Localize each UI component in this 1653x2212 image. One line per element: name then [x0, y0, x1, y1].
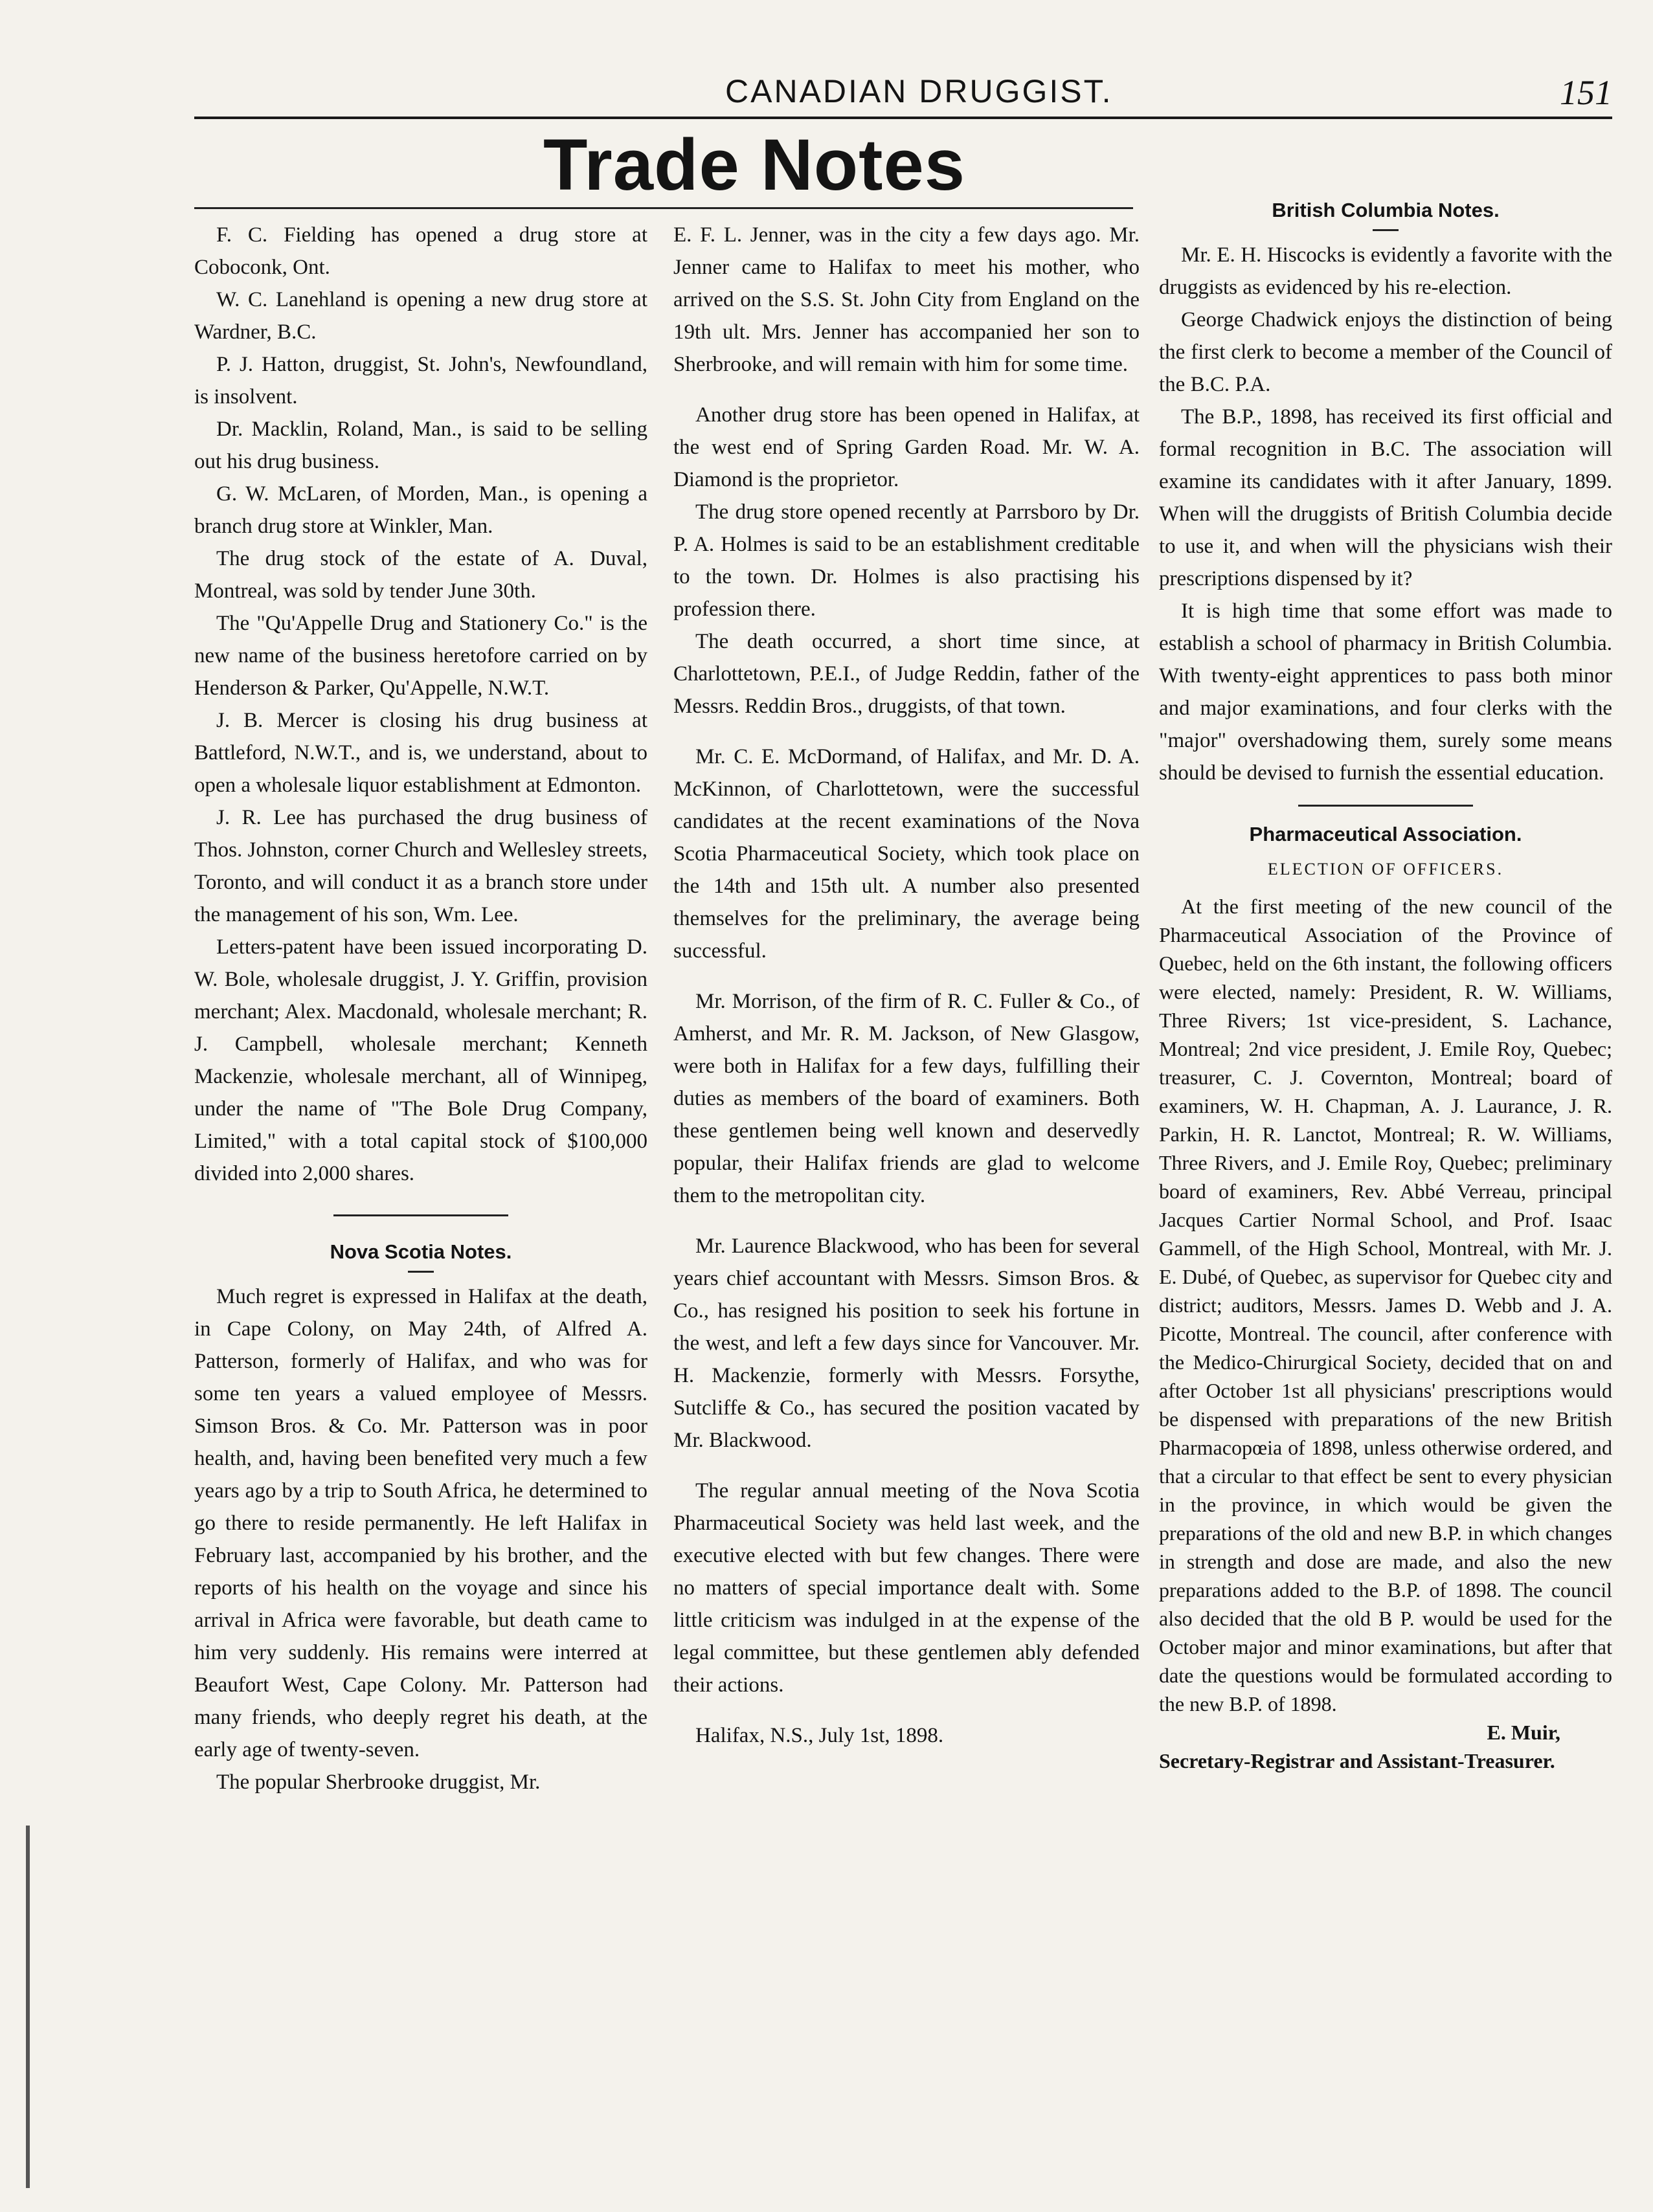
- section-divider: [333, 1214, 508, 1216]
- paragraph: P. J. Hatton, druggist, St. John's, Newfoundland, is insolvent.: [194, 353, 647, 408]
- header-rule: [194, 117, 1612, 119]
- dateline: Halifax, N.S., July 1st, 1898.: [695, 1724, 944, 1747]
- pharmaceutical-heading: Pharmaceutical Association.: [1249, 823, 1522, 845]
- paragraph: George Chadwick enjoys the distinction of being the first clerk to become a member of the Council of the B.C. P.A.: [1159, 308, 1612, 396]
- paragraph: The B.P., 1898, has received its first official and formal recognition in B.C. The association will examine its candidates with it after January, 1899. When will the druggists of British Columbia decide to use it, and when will the physicians wish their prescriptions dispensed by it?: [1159, 405, 1612, 590]
- page-number: 151: [1560, 73, 1612, 112]
- running-title: CANADIAN DRUGGIST.: [725, 73, 1113, 109]
- section-divider: [1298, 805, 1473, 807]
- paragraph: The drug store opened recently at Parrsboro by Dr. P. A. Holmes is said to be an establishment creditable to the town. Dr. Holmes is also practising his profession there.: [673, 500, 1140, 621]
- paragraph: Much regret is expressed in Halifax at the death, in Cape Colony, on May 24th, of Alfred A. Patterson, formerly of Halifax, and who was for some ten years a valued employee of Messrs. Simson Bros. & Co. Mr. Patterson was in poor health, and, having been benefited very much a few years ago by a trip to South Africa, he determined to go there to reside permanently. He left Halifax in February last, accompanied by his brother, and the reports of his health on the voyage and since his arrival in Africa were favorable, but death came to him very suddenly. His remains were interred at Beaufort West, Cape Colony. Mr. Patterson had many friends, who deeply regret his death, at the early age of twenty-seven.: [194, 1285, 647, 1761]
- paragraph: F. C. Fielding has opened a drug store at Coboconk, Ont.: [194, 223, 647, 279]
- paragraph: At the first meeting of the new council of the Pharmaceutical Association of the Province of Quebec, held on the 6th instant, the following officers were elected, namely: President, R. W. Williams, Three Rivers; 1st vice-president, S. Lachance, Montreal; 2nd vice president, J. Emile Roy, Quebec; treasurer, C. J. Covernton, Montreal; board of examiners, W. H. Chapman, A. J. Laurance, J. R. Parkin, H. R. Lanctot, Montreal; R. W. Williams, Three Rivers, and J. Emile Roy, Quebec; preliminary board of examiners, Rev. Abbé Verreau, principal Jacques Cartier Normal School, and Prof. Isaac Gammell, of the High School, Montreal, with Mr. J. E. Dubé, of Quebec, as supervisor for Quebec city and district; auditors, Messrs. James D. Webb and J. A. Picotte, Montreal. The council, after conference with the Medico-Chirurgical Society, decided that on and after October 1st all physicians' prescriptions would be dispensed with preparations of the new British Pharmacopœia of 1898, unless otherwise ordered, and that a circular to that effect be sent to every physician in the province, in which would be given the preparations of the old and new B.P. in which changes in strength and dose are made, and also the new preparations added to the B.P. of 1898. The council also decided that the old B P. would be used for the October major and minor examinations, but after that date the questions would be formulated according to the new B.P. of 1898.: [1159, 895, 1612, 1715]
- heading-dash: [1373, 229, 1399, 231]
- signature-title: Secretary-Registrar and Assistant-Treasurer.: [1159, 1749, 1555, 1772]
- paragraph: Letters-patent have been issued incorporating D. W. Bole, wholesale druggist, J. Y. Griffin, provision merchant; Alex. Macdonald, wholesale merchant; R. J. Campbell, wholesale merchant; Kenneth Mackenzie, wholesale merchant, all of Winnipeg, under the name of "The Bole Drug Company, Limited," with a total capital stock of $100,000 divided into 2,000 shares.: [194, 935, 647, 1185]
- paragraph: The regular annual meeting of the Nova Scotia Pharmaceutical Society was held last week, and the executive elected with but few changes. There were no matters of special importance dealt with. Some little criticism was indulged in at the expense of the legal committee, but these gentlemen ably defended their actions.: [673, 1479, 1140, 1697]
- paragraph: E. F. L. Jenner, was in the city a few days ago. Mr. Jenner came to Halifax to meet his mother, who arrived on the S.S. St. John City from England on the 19th ult. Mrs. Jenner has accompanied her son to Sherbrooke, and will remain with him for some time.: [673, 223, 1140, 376]
- paragraph: The drug stock of the estate of A. Duval, Montreal, was sold by tender June 30th.: [194, 547, 647, 603]
- main-title: Trade Notes: [543, 124, 966, 205]
- paragraph: It is high time that some effort was made to establish a school of pharmacy in British Columbia. With twenty-eight apprentices to pass both minor and major examinations, and four clerks with the "major" overshadowing them, surely some means should be devised to furnish the essential education.: [1159, 599, 1612, 785]
- british-columbia-heading: British Columbia Notes.: [1272, 199, 1500, 221]
- paragraph: G. W. McLaren, of Morden, Man., is opening a branch drug store at Winkler, Man.: [194, 482, 647, 538]
- paragraph: Mr. Morrison, of the firm of R. C. Fuller & Co., of Amherst, and Mr. R. M. Jackson, of New Glasgow, were both in Halifax for a few days, fulfilling their duties as members of the board of examiners. Both these gentlemen being well known and deservedly popular, their Halifax friends are glad to welcome them to the metropolitan city.: [673, 990, 1140, 1207]
- paragraph: The "Qu'Appelle Drug and Stationery Co." is the new name of the business heretofore carried on by Henderson & Parker, Qu'Appelle, N.W.T.: [194, 612, 647, 700]
- paragraph: Mr. E. H. Hiscocks is evidently a favorite with the druggists as evidenced by his re-election.: [1159, 243, 1612, 299]
- paragraph: Mr. Laurence Blackwood, who has been for several years chief accountant with Messrs. Simson Bros. & Co., has resigned his position to seek his fortune in the west, and left a few days since for Vancouver. Mr. H. Mackenzie, formerly with Messrs. Forsythe, Sutcliffe & Co., has secured the position vacated by Mr. Blackwood.: [673, 1234, 1140, 1452]
- paragraph: J. R. Lee has purchased the drug business of Thos. Johnston, corner Church and Wellesley streets, Toronto, and will conduct it as a branch store under the management of his son, Wm. Lee.: [194, 806, 647, 926]
- paragraph: The death occurred, a short time since, at Charlottetown, P.E.I., of Judge Reddin, father of the Messrs. Reddin Bros., druggists, of that town.: [673, 630, 1140, 718]
- title-rule: [194, 207, 1133, 209]
- paragraph: The popular Sherbrooke druggist, Mr.: [216, 1771, 541, 1794]
- running-head: [194, 73, 1651, 118]
- paragraph: Mr. C. E. McDormand, of Halifax, and Mr. D. A. McKinnon, of Charlottetown, were the successful candidates at the recent examinations of the Nova Scotia Pharmaceutical Society, which took place on the 14th and 15th ult. A number also presented themselves for the preliminary, the average being successful.: [673, 745, 1140, 963]
- paragraph: Another drug store has been opened in Halifax, at the west end of Spring Garden Road. Mr. W. A. Diamond is the proprietor.: [673, 403, 1140, 491]
- nova-scotia-heading: Nova Scotia Notes.: [330, 1240, 512, 1263]
- pharmaceutical-body: [1159, 892, 1612, 1775]
- column-3: [1159, 194, 1612, 1775]
- column-2: [673, 219, 1140, 1752]
- paragraph: W. C. Lanehland is opening a new drug store at Wardner, B.C.: [194, 288, 647, 344]
- election-subheading: ELECTION OF OFFICERS.: [1267, 860, 1504, 878]
- binding-edge: [26, 1826, 30, 2188]
- paragraph: J. B. Mercer is closing his drug business at Battleford, N.W.T., and is, we understand, about to open a wholesale liquor establishment at Edmonton.: [194, 709, 647, 797]
- column-1: [194, 219, 647, 1798]
- signature-name: E. Muir,: [1487, 1721, 1560, 1744]
- heading-dash: [408, 1271, 434, 1273]
- paragraph: Dr. Macklin, Roland, Man., is said to be selling out his drug business.: [194, 418, 647, 473]
